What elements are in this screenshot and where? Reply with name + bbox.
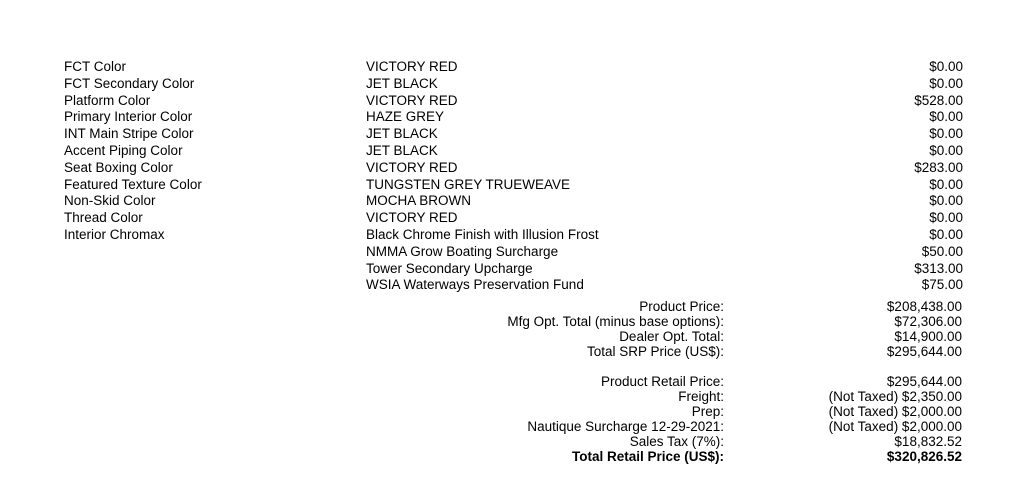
option-row: [64, 143, 964, 160]
total-value: $72,306.00: [894, 314, 962, 329]
total-value: (Not Taxed) $2,000.00: [828, 419, 962, 434]
total-label: Nautique Surcharge 12-29-2021:: [527, 419, 724, 434]
total-value: $14,900.00: [894, 329, 962, 344]
option-price: $0.00: [929, 210, 963, 226]
total-value: (Not Taxed) $2,000.00: [828, 404, 962, 419]
total-row: [400, 404, 962, 419]
total-row: [400, 314, 962, 329]
total-value: $295,644.00: [886, 344, 962, 359]
option-price: $0.00: [929, 226, 963, 242]
option-value: Black Chrome Finish with Illusion Frost: [366, 226, 599, 242]
option-row: [64, 261, 964, 278]
option-label: INT Main Stripe Color: [64, 126, 194, 142]
total-label: Prep:: [691, 404, 724, 419]
option-price: $528.00: [914, 92, 963, 108]
option-label: Seat Boxing Color: [64, 159, 173, 175]
total-row: [400, 389, 962, 404]
total-label: Mfg Opt. Total (minus base options):: [507, 314, 724, 329]
option-price: $0.00: [929, 142, 963, 158]
option-label: Thread Color: [64, 210, 143, 226]
total-value: $295,644.00: [886, 374, 962, 389]
total-value: $18,832.52: [894, 434, 962, 449]
option-value: JET BLACK: [366, 75, 438, 91]
option-value: WSIA Waterways Preservation Fund: [366, 277, 584, 293]
option-row: [64, 193, 964, 210]
total-row: [400, 434, 962, 449]
option-row: [64, 59, 964, 76]
total-value: (Not Taxed) $2,350.00: [828, 389, 962, 404]
option-row: [64, 109, 964, 126]
option-price: $0.00: [929, 126, 963, 142]
option-label: Platform Color: [64, 92, 151, 108]
total-label: Total SRP Price (US$):: [586, 344, 724, 359]
total-value: $208,438.00: [886, 299, 962, 314]
option-value: VICTORY RED: [366, 92, 458, 108]
total-value: $320,826.52: [886, 449, 962, 464]
total-label: Total Retail Price (US$):: [571, 449, 724, 464]
total-row: [400, 419, 962, 434]
option-price: $0.00: [929, 176, 963, 192]
total-label: Product Price:: [639, 299, 724, 314]
option-price: $50.00: [921, 243, 963, 259]
option-list: [64, 59, 964, 294]
option-value: VICTORY RED: [366, 59, 458, 74]
option-value: JET BLACK: [366, 142, 438, 158]
option-price: $0.00: [929, 109, 963, 125]
total-label: Sales Tax (7%):: [629, 434, 724, 449]
total-label: Freight:: [678, 389, 724, 404]
option-row: [64, 76, 964, 93]
option-row: [64, 244, 964, 261]
option-value: TUNGSTEN GREY TRUEWEAVE: [366, 176, 571, 192]
option-label: Non-Skid Color: [64, 193, 156, 209]
option-label: Interior Chromax: [64, 226, 165, 242]
option-price: $283.00: [914, 159, 963, 175]
option-value: Tower Secondary Upcharge: [366, 260, 533, 276]
total-row: [400, 344, 962, 359]
option-value: VICTORY RED: [366, 210, 458, 226]
option-label: FCT Color: [64, 59, 127, 74]
option-price: $313.00: [914, 260, 963, 276]
price-summary: [400, 299, 962, 359]
option-value: MOCHA BROWN: [366, 193, 472, 209]
option-price: $0.00: [929, 59, 963, 74]
option-row: [64, 177, 964, 194]
option-value: VICTORY RED: [366, 159, 458, 175]
option-label: Featured Texture Color: [64, 176, 202, 192]
option-price: $0.00: [929, 193, 963, 209]
option-label: Accent Piping Color: [64, 142, 183, 158]
option-row: [64, 210, 964, 227]
total-row: [400, 449, 962, 464]
option-row: [64, 227, 964, 244]
option-price: $0.00: [929, 75, 963, 91]
total-row: [400, 299, 962, 314]
option-value: NMMA Grow Boating Surcharge: [366, 243, 559, 259]
option-price: $75.00: [921, 277, 963, 293]
option-row: [64, 160, 964, 177]
option-label: Primary Interior Color: [64, 109, 193, 125]
total-label: Product Retail Price:: [600, 374, 724, 389]
total-row: [400, 329, 962, 344]
option-row: [64, 277, 964, 294]
total-row: [400, 374, 962, 389]
option-value: JET BLACK: [366, 126, 438, 142]
option-row: [64, 126, 964, 143]
total-label: Dealer Opt. Total:: [619, 329, 724, 344]
option-label: FCT Secondary Color: [64, 75, 195, 91]
option-value: HAZE GREY: [366, 109, 445, 125]
option-row: [64, 93, 964, 110]
retail-summary: [400, 374, 962, 464]
